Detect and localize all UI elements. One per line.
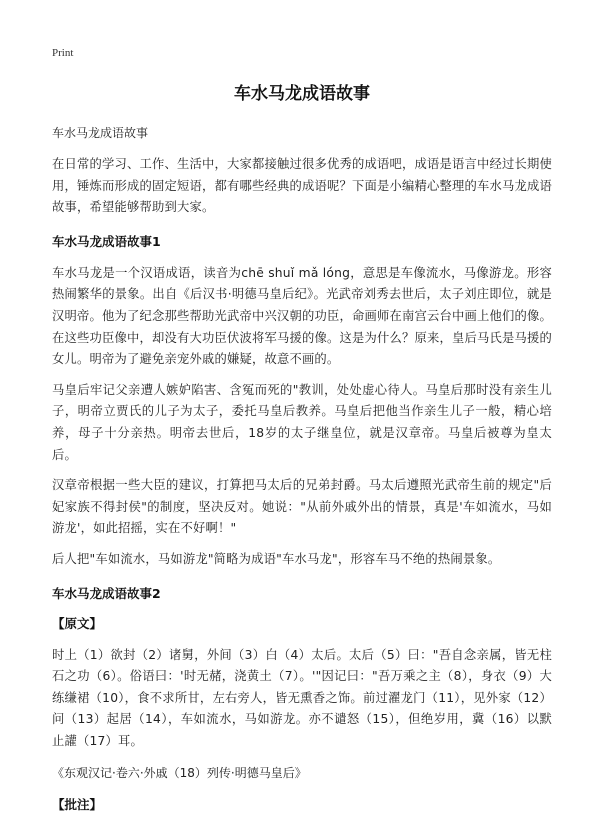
document-subtitle: 车水马龙成语故事 (52, 126, 149, 140)
story2-heading: 车水马龙成语故事2 (52, 585, 161, 601)
story1-paragraph-3: 汉章帝根据一些大臣的建议，打算把马太后的兄弟封爵。马太后遵照光武帝生前的规定"后妃家族不得封侯"的制度，坚决反对。她说："从前外戚外出的情景，真是'车如流水，马如游龙'，如此招摇，实在不好啊！" (52, 478, 552, 536)
intro-paragraph: 在日常的学习、工作、生活中，大家都接触过很多优秀的成语吧，成语是语言中经过长期使用，锤炼而形成的固定短语，都有哪些经典的成语呢？下面是小编精心整理的车水马龙成语故事，希望能够帮助到大家。 (52, 157, 552, 215)
notes-heading: 【批注】 (52, 797, 103, 813)
story1-paragraph-2: 马皇后牢记父亲遭人嫉妒陷害、含冤而死的"教训，处处虚心待人。马皇后那时没有亲生儿子，明帝立贾氏的儿子为太子，委托马皇后教养。马皇后把他当作亲生儿子一般，精心培养，母子十分亲热。明帝去世后，18岁的太子继皇位，就是汉章帝。马皇后被尊为皇太后。 (52, 382, 552, 462)
print-link[interactable]: Print (52, 47, 74, 59)
document-title: 车水马龙成语故事 (234, 84, 370, 104)
story1-paragraph-4: 后人把"车如流水，马如游龙"简略为成语"车水马龙"，形容车马不绝的热闹景象。 (52, 551, 501, 566)
source-citation: 《东观汉记·卷六·外戚（18）列传·明德马皇后》 (52, 766, 307, 781)
story1-paragraph-1: 车水马龙是一个汉语成语，读音为chē shuǐ mǎ lóng，意思是车像流水，马像游龙。形容热闹繁华的景象。出自《后汉书·明德马皇后纪》。光武帝刘秀去世后，太子刘庄即位，就是汉明帝。他为了纪念那些帮助光武帝中兴汉朝的功臣，命画师在南宫云台中画上他们的像。在这些功臣像中，却没有大功臣伏波将军马援的像。这是为什么？原来，皇后马氏是马援的女儿。明帝为了避免亲宠外戚的嫌疑，故意不画的。 (52, 265, 552, 367)
original-text-heading: 【原文】 (52, 615, 103, 631)
story1-heading: 车水马龙成语故事1 (52, 233, 161, 249)
original-text-paragraph: 时上（1）欲封（2）诸舅，外间（3）白（4）太后。太后（5）曰："吾自念亲属，皆无柱石之功（6）。俗语曰：'时无赭，浇黄土（7）。'"因记曰："吾万乘之主（8），身衣（9）大练缣裙（10），食不求所甘，左右旁人，皆无熏香之饰。前过濯龙门（11），见外家（12）问（13）起居（14），车如流水，马如游龙。亦不谴怒（15），但绝岁用，冀（16）以默止讙（17）耳。 (52, 647, 552, 748)
